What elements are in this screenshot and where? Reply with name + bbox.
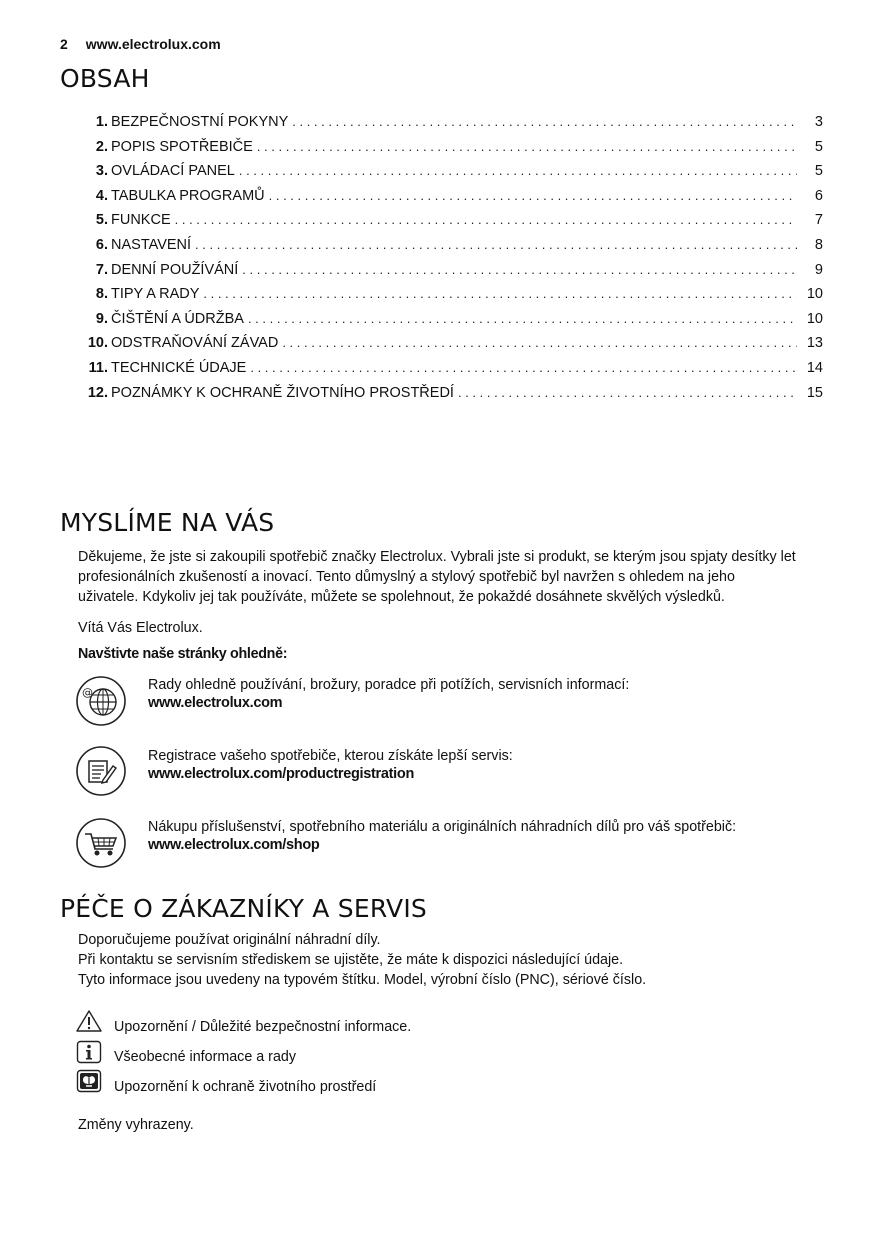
page-number: 2 [60, 36, 68, 52]
toc-item-label: POZNÁMKY K OCHRANĚ ŽIVOTNÍHO PROSTŘEDÍ [111, 384, 454, 401]
toc-item-number: 8. [95, 286, 108, 303]
toc-dot-leader [248, 311, 797, 326]
toc-item-label: FUNKCE [111, 212, 171, 229]
toc-dot-leader [250, 360, 797, 375]
welcome-text: Vítá Vás Electrolux. [78, 620, 203, 636]
intro-line: Děkujeme, že jste si zakoupili spotřebič značky Electrolux. Vybrali jste si produkt, se kterým jsou spjaty desítky let [78, 549, 796, 565]
info-icon [76, 1040, 102, 1064]
toc-item-page: 10 [806, 286, 823, 303]
registration-form-icon [76, 746, 126, 796]
toc-item-page: 8 [814, 236, 823, 253]
toc-dot-leader [257, 139, 797, 154]
toc-item-page: 5 [814, 163, 823, 180]
toc-item[interactable] [78, 237, 823, 262]
service-line: Při kontaktu se servisním střediskem se ujistěte, že máte k dispozici následující údaje. [78, 952, 624, 968]
header-site[interactable]: www.electrolux.com [85, 36, 221, 52]
environment-icon [76, 1069, 102, 1093]
toc-item-number: 12. [87, 384, 108, 401]
toc-item-label: NASTAVENÍ [111, 236, 192, 253]
toc-item-number: 4. [95, 187, 108, 204]
toc-item-number: 10. [87, 335, 108, 352]
legend-text: Upozornění k ochraně životního prostředí [114, 1079, 377, 1095]
legend-text: Upozornění / Důležité bezpečnostní informace. [114, 1019, 412, 1035]
toc-item-number: 5. [95, 212, 108, 229]
toc-item-label: TABULKA PROGRAMŮ [111, 187, 265, 204]
shopping-cart-icon [76, 818, 126, 868]
registration-link[interactable]: www.electrolux.com/productregistration [148, 766, 415, 782]
toc-item[interactable] [78, 212, 823, 237]
toc-item[interactable] [78, 188, 823, 213]
toc-item-page: 9 [814, 261, 823, 278]
toc-dot-leader [239, 163, 797, 178]
intro-line: profesionálních zkušeností a inovací. Tento důmyslný a stylový spotřebič byl navržen s ohledem na jeho [78, 569, 735, 585]
toc-item-page: 7 [814, 212, 823, 229]
toc-item[interactable] [78, 385, 823, 410]
toc-item-page: 3 [814, 114, 823, 130]
shop-link[interactable]: www.electrolux.com/shop [148, 837, 320, 853]
link-description: Registrace vašeho spotřebiče, kterou získáte lepší servis: [148, 748, 513, 764]
service-info [78, 930, 838, 990]
toc-item-page: 5 [814, 138, 823, 155]
toc-item-label: DENNÍ POUŽÍVÁNÍ [111, 261, 239, 278]
service-title: PÉČE O ZÁKAZNÍKY A SERVIS [60, 894, 427, 923]
toc-dot-leader [269, 188, 797, 203]
toc-item-number: 2. [95, 138, 108, 155]
toc-item-number: 1. [95, 114, 108, 130]
toc-item[interactable] [78, 262, 823, 287]
toc-item-label: TIPY A RADY [111, 286, 200, 303]
svg-text:@: @ [82, 686, 93, 699]
toc-item[interactable] [78, 139, 823, 164]
thinking-intro [78, 547, 838, 607]
toc-item-number: 9. [95, 310, 108, 327]
link-description: Rady ohledně používání, brožury, poradce při potížích, servisních informací: [148, 677, 630, 693]
toc-item[interactable] [78, 360, 823, 385]
toc-item[interactable] [78, 311, 823, 336]
toc-item[interactable] [78, 335, 823, 360]
service-line: Doporučujeme používat originální náhradní díly. [78, 932, 381, 948]
legend-text: Všeobecné informace a rady [114, 1049, 296, 1065]
toc-title: OBSAH [60, 64, 150, 93]
link-description: Nákupu příslušenství, spotřebního materiálu a originálních náhradních dílů pro váš spotřebič: [148, 819, 737, 835]
toc-item-label: BEZPEČNOSTNÍ POKYNY [111, 114, 289, 130]
toc-item-page: 6 [814, 187, 823, 204]
toc-item-number: 7. [95, 261, 108, 278]
visit-heading: Navštivte naše stránky ohledně: [78, 646, 288, 662]
footer-note: Změny vyhrazeny. [78, 1117, 194, 1133]
toc-item-page: 15 [806, 384, 823, 401]
toc-item-page: 13 [806, 335, 823, 352]
toc-item-label: POPIS SPOTŘEBIČE [111, 138, 253, 155]
toc-dot-leader [242, 262, 797, 277]
thinking-title: MYSLÍME NA VÁS [60, 508, 275, 537]
toc-item-page: 10 [806, 310, 823, 327]
service-line: Tyto informace jsou uvedeny na typovém štítku. Model, výrobní číslo (PNC), sériové číslo. [78, 972, 647, 988]
warning-triangle-icon [76, 1009, 102, 1033]
toc-item-number: 3. [95, 163, 108, 180]
toc-dot-leader [195, 237, 797, 252]
page-header [60, 36, 221, 52]
toc-item-page: 14 [806, 359, 823, 376]
intro-line: uživatele. Kdykoliv jej tak používáte, můžete se spolehnout, že pokaždé dosáhnete skvělých výsledků. [78, 589, 725, 605]
globe-icon [76, 676, 126, 726]
toc-dot-leader [292, 114, 797, 129]
table-of-contents [78, 114, 823, 409]
toc-item-label: ODSTRAŇOVÁNÍ ZÁVAD [111, 335, 279, 352]
toc-dot-leader [282, 335, 797, 350]
toc-dot-leader [458, 385, 797, 400]
website-link[interactable]: www.electrolux.com [148, 695, 283, 711]
toc-item-label: TECHNICKÉ ÚDAJE [111, 359, 247, 376]
toc-item[interactable] [78, 163, 823, 188]
toc-dot-leader [203, 286, 797, 301]
toc-item-number: 11. [88, 359, 108, 376]
toc-item[interactable] [78, 286, 823, 311]
toc-item-label: ČIŠTĚNÍ A ÚDRŽBA [111, 310, 244, 327]
toc-item[interactable] [78, 114, 823, 139]
toc-dot-leader [175, 212, 797, 227]
toc-item-number: 6. [95, 236, 108, 253]
toc-item-label: OVLÁDACÍ PANEL [111, 163, 235, 180]
